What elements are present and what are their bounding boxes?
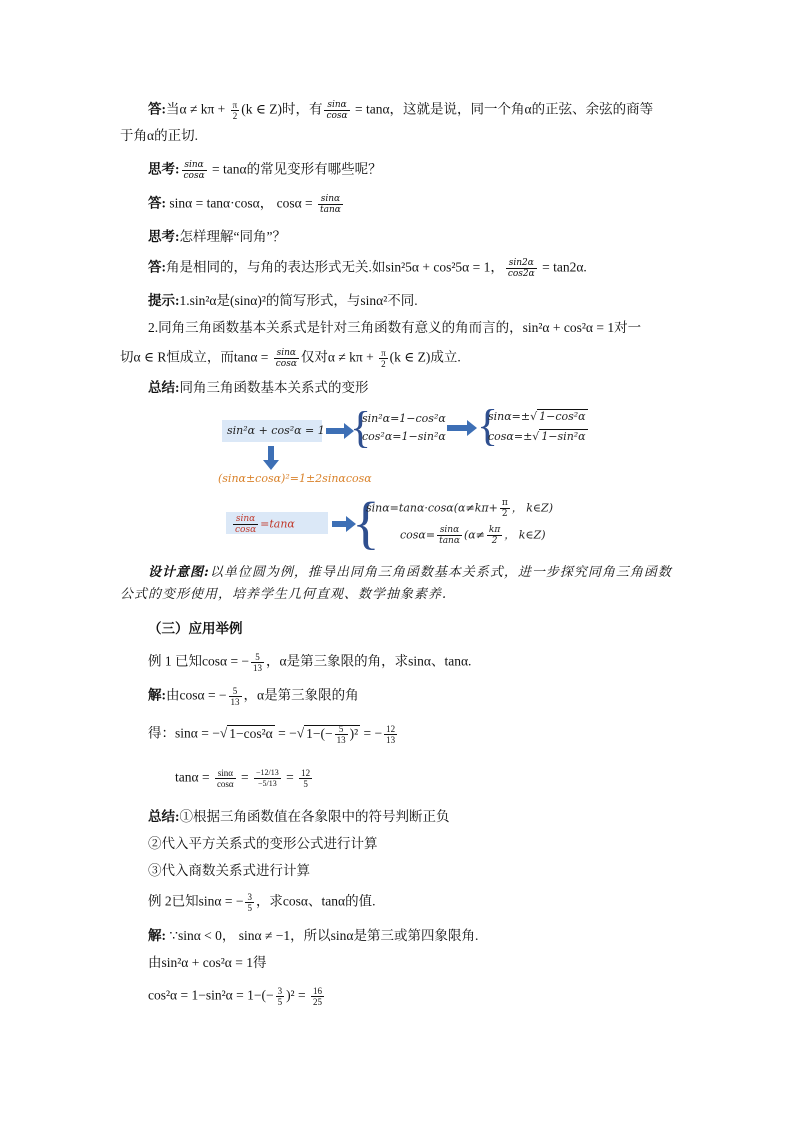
think-text: 怎样理解“同角”？ [179,229,286,244]
fraction [384,724,397,745]
sqrt-cos: cosα=±√ 1−sin²α [488,430,586,443]
solution-text: = [282,769,298,785]
solution-2-line-3 [148,986,326,1007]
fraction [506,258,537,279]
solution-text: tanα = [175,769,213,785]
example-label: 例 2 [148,893,172,909]
solution-2-line-1 [148,927,478,945]
denominator: 5 [247,903,252,913]
numerator: 16 [312,986,322,996]
sqrt-cos-lhs: cosα=± [488,430,533,443]
denominator: 13 [386,735,396,745]
fraction [215,768,236,789]
summary-line [148,379,369,397]
answer-label: 答: [148,101,166,117]
answer-text: = tanα，这就是说，同一个角α的正弦、余弦的商等 [351,101,654,117]
think-text: = tanα的常见变形有哪些呢？ [208,161,382,177]
numerator: sinα [182,160,207,171]
answer-text: 当α ≠ kπ + [166,101,229,117]
think-line-1 [148,160,382,181]
solution-1-line-1 [148,686,359,707]
solution-1-line-3 [175,768,314,789]
answer-line-2: 于角α的正切. [120,128,198,143]
hint-text: 1.sin²α是(sinα)²的简写形式，与sinα²不同. [179,293,418,308]
tan-identity-2: cosα= $\frac{\sin\alpha}{\tan\alpha}$ (α≠ $\frac{k\pi}{2}$ ， k∈Z) [400,525,546,546]
main-formula: sin²α + cos²α = 1 [227,424,325,437]
example-label: 例 1 [148,653,172,669]
fraction [324,100,349,121]
denominator: cosα [275,359,297,369]
fraction [276,986,285,1007]
tan-identity-2-tail: ， k∈Z [504,528,542,542]
example-2 [148,892,375,913]
numerator: 12 [301,768,311,778]
fraction [245,892,254,913]
sqrt-sin-lhs: sinα=± [488,410,531,423]
sqrt-sin-radicand: 1−cos²α [539,410,586,423]
solution-text: cos²α = 1−sin²α = 1−(− [148,987,274,1003]
numerator: 3 [247,892,252,902]
variant-sin: sin²α=1−cos²α [362,412,446,425]
denominator: tanα [439,536,460,546]
summary-2-line-1 [148,808,450,826]
denominator: −5/13 [258,779,277,788]
square-expansion: (sinα±cosα)²=1±2sinαcosα [218,472,372,485]
numerator: π [232,100,238,110]
solution-text: = [237,769,253,785]
ratio-formula [231,514,295,535]
solution-text: = − [360,725,383,741]
example-text: 已知cosα = − [171,653,250,669]
summary-label: 总结: [148,380,180,395]
sqrt-sin: sinα=±√ 1−cos²α [488,410,586,423]
answer-line-3 [148,194,345,215]
numerator: sinα [274,348,299,359]
denominator: 13 [336,735,346,745]
answer-text: (k ∈ Z)时，有 [241,101,323,117]
numerator: 5 [251,652,264,663]
example-text: ，求cosα、tanα的值. [255,893,376,909]
radicand-part: 1−(− [306,725,333,741]
solution-label: 解: [148,928,166,943]
tan-identity-1: sinα=tanα·cosα(α≠kπ+ $\frac{\pi}{2}$ ， k∈Z) [366,498,553,519]
solution-text: ，α是第三象限的角 [243,687,359,703]
fraction [487,525,502,546]
example-1 [148,652,471,673]
fraction [437,525,462,546]
denominator: cosα [216,779,234,789]
summary-2-line-3: ③代入商数关系式进行计算 [148,863,310,878]
ratio-rhs: =tanα [260,517,295,531]
summary-text: 同角三角函数基本关系式的变形 [179,380,369,395]
radicand [304,724,360,745]
fraction [318,194,343,215]
solution-1-line-2: 得：sinα = −√ 1−cos²α = −√ 1−(− $\frac{5}{13}$ )² = − $\frac{12}{13}$ [148,724,396,745]
tan-identity-2-lhs: cosα= [400,528,436,542]
denominator: cos2α [507,269,535,279]
tan-identity-1-lhs: sinα=tanα·cosα [366,501,454,515]
fraction [500,498,510,519]
tan-identity-1-tail: ， k∈Z [511,501,549,515]
numerator: 5 [229,686,242,697]
design-label: 设计意图: [148,565,210,580]
design-text: 以单位圆为例，推导出同角三角函数基本关系式，进一步探究同角三角函数公式的变形使用，培养学生几何直观、数学抽象素养. [120,565,672,602]
fraction [299,768,312,789]
answer-line-1 [148,100,653,121]
tan-identity-2-cond: α≠ [468,528,485,542]
summary-2-line-2: ②代入平方关系式的变形公式进行计算 [148,836,378,851]
denominator: 2 [381,359,386,369]
numerator: 3 [277,986,283,996]
numerator: π [501,498,508,508]
summary-label: 总结: [148,809,180,824]
solution-text: = − [274,725,297,741]
answer-label: 答: [148,195,166,211]
numerator: sinα [437,525,462,536]
fraction [251,652,264,673]
denominator: cosα [326,111,348,121]
radicand: 1−cos²α [229,725,273,741]
hint-text: 切α ∈ R恒成立，而tanα = [120,349,272,365]
denominator: 25 [312,997,322,1007]
numerator: kπ [488,525,501,535]
fraction [335,724,348,745]
solution-text: ∵sinα < 0， sinα ≠ −1，所以sinα是第三或第四象限角. [166,928,479,943]
left-brace-icon: { [350,403,372,452]
section-heading: （三）应用举例 [148,621,243,636]
left-brace-icon: { [477,401,499,450]
numerator: 12 [386,724,396,734]
denominator: 13 [253,663,263,673]
answer-label: 答: [148,259,166,275]
denominator: 5 [277,997,283,1007]
numerator: sin2α [506,258,537,269]
solution-2-line-2: 由sin²α + cos²α = 1得 [148,955,267,970]
answer-text: 角是相同的，与角的表达形式无关.如sin²5α + cos²5α = 1， [166,259,504,275]
tan-identity-1-cond: α≠kπ+ [458,501,498,515]
hint-label: 提示: [148,293,180,308]
numerator: π [381,348,386,358]
hint-line-1 [148,292,418,310]
hint-line-3 [120,348,461,369]
answer-text: = tan2α. [538,259,587,275]
numerator: −12/13 [256,768,279,777]
answer-line-4 [148,258,587,279]
numerator: sinα [318,194,343,205]
design-intent [120,562,674,606]
denominator: 2 [491,536,498,546]
think-label: 思考: [148,161,180,177]
hint-line-2: 2.同角三角函数基本关系式是针对三角函数有意义的角而言的，sin²α + cos²α = 1对一 [148,320,642,335]
solution-label: 解: [148,687,166,703]
down-arrow-icon [263,446,279,470]
denominator: 2 [501,509,508,519]
fraction [274,348,299,369]
fraction [233,514,258,535]
think-label: 思考: [148,229,180,244]
right-arrow-icon [447,420,477,436]
numerator: 5 [335,724,348,735]
denominator: tanα [320,205,341,215]
answer-text: sinα = tanα·cosα， cosα = [166,195,317,211]
think-line-2 [148,228,286,246]
hint-text: 仅对α ≠ kπ + [300,349,378,365]
solution-text: 由cosα = − [166,687,227,703]
numerator: sinα [324,100,349,111]
fraction [182,160,207,181]
denominator: 2 [232,111,238,121]
denominator: cosα [235,525,257,535]
denominator: cosα [183,171,205,181]
variant-cos: cos²α=1−sin²α [362,430,446,443]
sqrt-cos-radicand: 1−sin²α [541,430,586,443]
solution-text: 得：sinα = − [148,725,220,741]
fraction [229,686,242,707]
fraction [231,100,240,121]
fraction [379,348,388,369]
fraction [254,768,281,789]
numerator: sinα [215,768,236,779]
radicand-part: )² [349,725,359,741]
left-brace-icon: { [352,490,380,555]
fraction [311,986,324,1007]
solution-text: )² = [286,987,309,1003]
hint-text: (k ∈ Z)成立. [389,349,461,365]
numerator: sinα [233,514,258,525]
example-text: ，α是第三象限的角，求sinα、tanα. [266,653,472,669]
example-text: 已知sinα = − [171,893,244,909]
summary-text: ①根据三角函数值在各象限中的符号判断正负 [179,809,450,824]
denominator: 13 [230,697,240,707]
denominator: 5 [303,779,308,789]
